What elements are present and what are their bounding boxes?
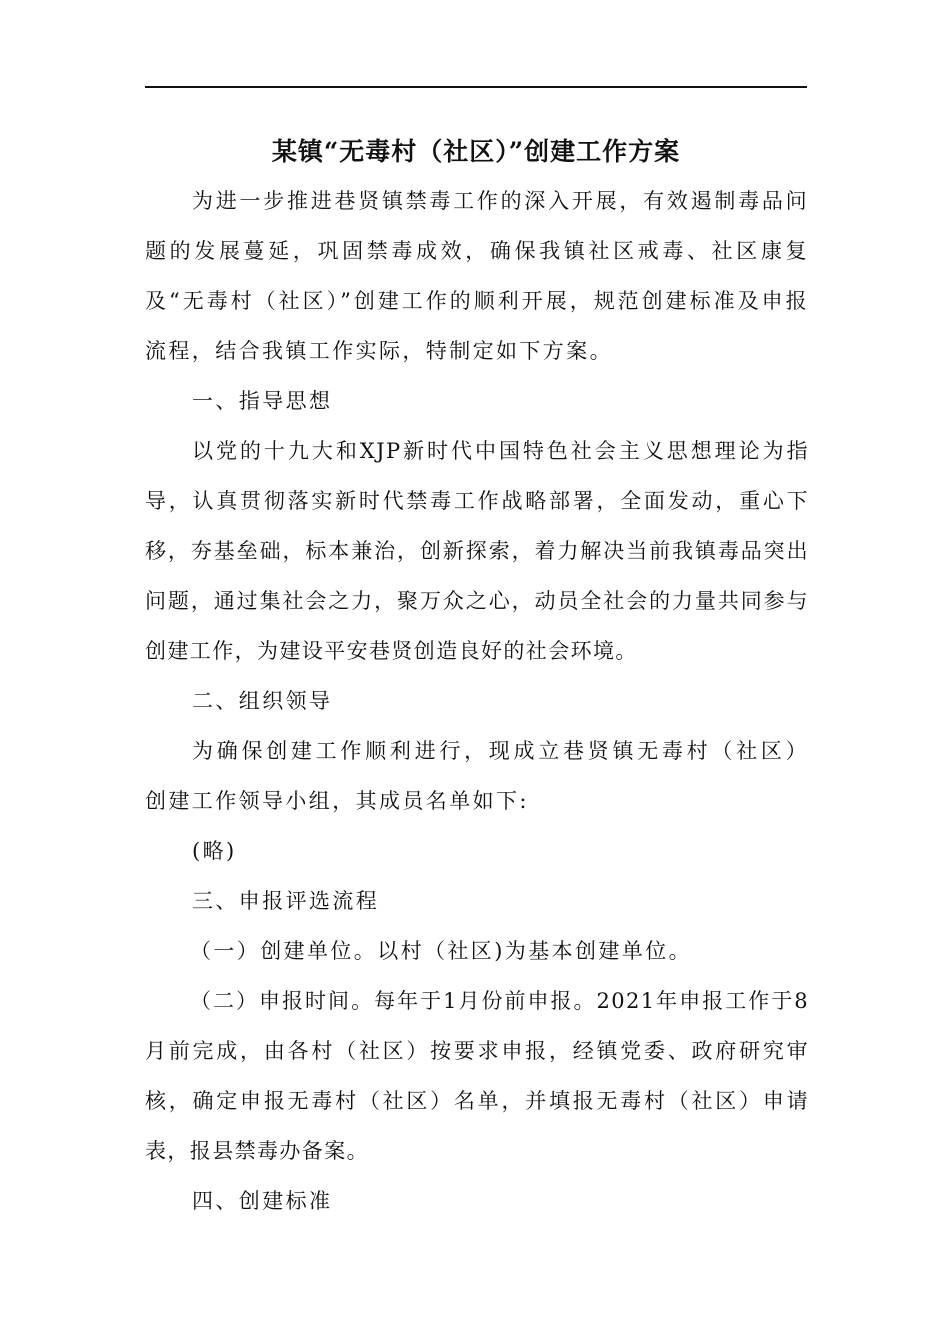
section-heading-guiding-ideology: 一、指导思想	[192, 389, 333, 413]
organization-paragraph: 为确保创建工作顺利进行，现成立巷贤镇无毒村（社区） 创建工作领导小组，其成员名单如下:	[145, 739, 809, 813]
header-rule	[145, 86, 807, 88]
intro-paragraph: 为进一步推进巷贤镇禁毒工作的深入开展，有效遏制毒品问题的发展蔓延，巩固禁毒成效，确保我镇社区戒毒、社区康复及“无毒村（社区）”创建工作的顺利开展，规范创建标准及申报流程，结合我镇工作实际，特制定如下方案。	[145, 189, 809, 363]
guiding-ideology-paragraph: 以党的十九大和XJP新时代中国特色社会主义思想理论为指导，认真贯彻落实新时代禁毒工作战略部署，全面发动，重心下移，夯基垒础，标本兼治，创新探索，着力解决当前我镇毒品突出问题，通过集社会之力，聚万众之心，动员全社会的力量共同参与创建工作，为建设平安巷贤创造良好的社会环境。	[145, 439, 809, 663]
organization-note: (略)	[192, 839, 237, 863]
section-heading-organization: 二、组织领导	[192, 689, 333, 713]
application-item-unit: （一）创建单位。以村（社区)为基本创建单位。	[190, 939, 692, 963]
application-item-timing: （二）申报时间。每年于1月份前申报。2021年申报工作于8月前完成，由各村（社区）按要求申报，经镇党委、政府研究审核，确定申报无毒村（社区）名单，并填报无毒村（社区）申请表，报县禁毒办备案。	[145, 989, 809, 1163]
section-heading-standards: 四、创建标准	[192, 1189, 333, 1213]
document-title: 某镇“无毒村（社区）”创建工作方案	[271, 137, 681, 166]
section-heading-application-process: 三、申报评选流程	[192, 889, 380, 913]
